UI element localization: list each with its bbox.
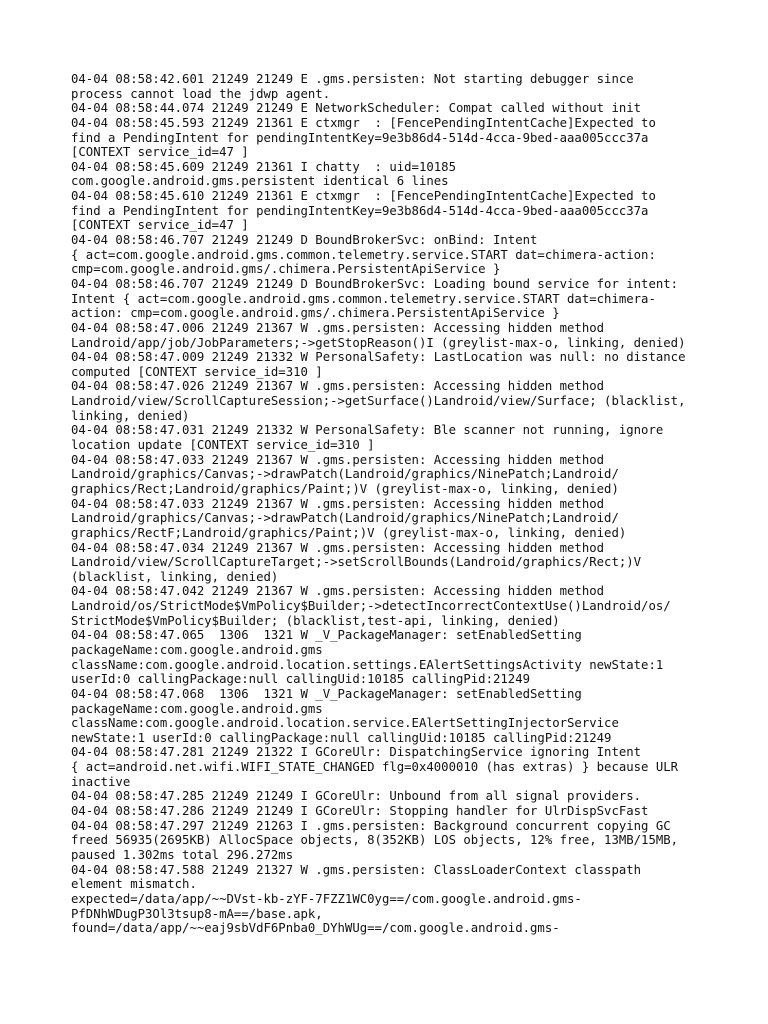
- log-line: Landroid/os/StrictMode$VmPolicy$Builder;->detectIncorrectContextUse()Landroid/os/: [71, 599, 671, 614]
- log-line: 04-04 08:58:47.034 21249 21367 W .gms.persisten: Accessing hidden method: [71, 540, 605, 555]
- log-line: className:com.google.android.location.settings.EAlertSettingsActivity newState:1: [71, 657, 664, 672]
- log-line: className:com.google.android.location.service.EAlertSettingInjectorService: [71, 716, 619, 731]
- log-line: 04-04 08:58:47.297 21249 21263 I .gms.persisten: Background concurrent copying GC: [71, 818, 671, 833]
- log-line: { act=android.net.wifi.WIFI_STATE_CHANGED flg=0x4000010 (has extras) } because ULR: [71, 760, 679, 775]
- log-line: Landroid/graphics/Canvas;->drawPatch(Landroid/graphics/NinePatch;Landroid/: [71, 511, 619, 526]
- log-line: graphics/RectF;Landroid/graphics/Paint;)V (greylist-max-o, linking, denied): [71, 525, 627, 540]
- log-line: 04-04 08:58:46.707 21249 21249 D BoundBrokerSvc: onBind: Intent: [71, 233, 538, 248]
- log-line: packageName:com.google.android.gms: [71, 701, 323, 716]
- log-line: 04-04 08:58:47.006 21249 21367 W .gms.persisten: Accessing hidden method: [71, 320, 605, 335]
- log-line: 04-04 08:58:47.285 21249 21249 I GCoreUlr: Unbound from all signal providers.: [71, 789, 642, 804]
- log-line: 04-04 08:58:45.593 21249 21361 E ctxmgr : [FencePendingIntentCache]Expected to: [71, 115, 656, 130]
- log-line: Intent { act=com.google.android.gms.common.telemetry.service.START dat=chimera-: [71, 291, 656, 306]
- log-line: 04-04 08:58:47.042 21249 21367 W .gms.persisten: Accessing hidden method: [71, 584, 605, 599]
- log-line: 04-04 08:58:47.281 21249 21322 I GCoreUlr: DispatchingService ignoring Intent: [71, 745, 642, 760]
- log-line: element mismatch.: [71, 877, 197, 892]
- log-line: computed [CONTEXT service_id=310 ]: [71, 364, 323, 379]
- log-line: 04-04 08:58:47.033 21249 21367 W .gms.persisten: Accessing hidden method: [71, 496, 605, 511]
- log-line: paused 1.302ms total 296.272ms: [71, 847, 294, 862]
- log-text: [71, 72, 711, 936]
- log-line: com.google.android.gms.persistent identical 6 lines: [71, 174, 449, 189]
- log-line: Landroid/view/ScrollCaptureTarget;->setScrollBounds(Landroid/graphics/Rect;)V: [71, 555, 642, 570]
- log-line: Landroid/view/ScrollCaptureSession;->getSurface()Landroid/view/Surface; (blacklist,: [71, 394, 686, 409]
- log-line: Landroid/graphics/Canvas;->drawPatch(Landroid/graphics/NinePatch;Landroid/: [71, 467, 619, 482]
- log-line: newState:1 userId:0 callingPackage:null callingUid:10185 callingPid:21249: [71, 730, 612, 745]
- log-line: userId:0 callingPackage:null callingUid:10185 callingPid:21249: [71, 672, 531, 687]
- log-line: find a PendingIntent for pendingIntentKey=9e3b86d4-514d-4cca-9bed-aaa005ccc37a: [71, 203, 649, 218]
- log-line: process cannot load the jdwp agent.: [71, 86, 331, 101]
- log-line: 04-04 08:58:47.286 21249 21249 I GCoreUlr: Stopping handler for UlrDispSvcFast: [71, 804, 649, 819]
- log-line: location update [CONTEXT service_id=310 ]: [71, 438, 375, 453]
- log-line: 04-04 08:58:44.074 21249 21249 E NetworkScheduler: Compat called without init: [71, 101, 642, 116]
- log-line: 04-04 08:58:47.033 21249 21367 W .gms.persisten: Accessing hidden method: [71, 452, 605, 467]
- log-line: found=/data/app/~~eaj9sbVdF6Pnba0_DYhWUg==/com.google.android.gms-: [71, 921, 560, 936]
- log-line: action: cmp=com.google.android.gms/.chimera.PersistentApiService }: [71, 306, 560, 321]
- log-line: PfDNhWDugP3Ol3tsup8-mA==/base.apk,: [71, 906, 323, 921]
- log-line: { act=com.google.android.gms.common.telemetry.service.START dat=chimera-action:: [71, 247, 656, 262]
- log-line: 04-04 08:58:47.068 1306 1321 W _V_PackageManager: setEnabledSetting: [71, 686, 582, 701]
- log-line: 04-04 08:58:45.610 21249 21361 E ctxmgr : [FencePendingIntentCache]Expected to: [71, 189, 656, 204]
- log-line: cmp=com.google.android.gms/.chimera.PersistentApiService }: [71, 262, 501, 277]
- log-line: [CONTEXT service_id=47 ]: [71, 218, 249, 233]
- log-line: 04-04 08:58:42.601 21249 21249 E .gms.persisten: Not starting debugger since: [71, 72, 634, 86]
- log-line: inactive: [71, 774, 131, 789]
- log-line: 04-04 08:58:47.031 21249 21332 W PersonalSafety: Ble scanner not running, ignore: [71, 423, 664, 438]
- log-line: 04-04 08:58:47.009 21249 21332 W PersonalSafety: LastLocation was null: no distance: [71, 350, 686, 365]
- log-line: 04-04 08:58:46.707 21249 21249 D BoundBrokerSvc: Loading bound service for intent:: [71, 276, 679, 291]
- log-line: graphics/Rect;Landroid/graphics/Paint;)V (greylist-max-o, linking, denied): [71, 481, 619, 496]
- log-line: [CONTEXT service_id=47 ]: [71, 145, 249, 160]
- log-line: linking, denied): [71, 408, 190, 423]
- log-line: Landroid/app/job/JobParameters;->getStopReason()I (greylist-max-o, linking, denied): [71, 335, 686, 350]
- log-line: StrictMode$VmPolicy$Builder; (blacklist,test-api, linking, denied): [71, 613, 560, 628]
- log-line: 04-04 08:58:47.065 1306 1321 W _V_PackageManager: setEnabledSetting: [71, 628, 582, 643]
- log-line: 04-04 08:58:47.026 21249 21367 W .gms.persisten: Accessing hidden method: [71, 379, 605, 394]
- log-line: 04-04 08:58:47.588 21249 21327 W .gms.persisten: ClassLoaderContext classpath: [71, 862, 642, 877]
- log-line: (blacklist, linking, denied): [71, 569, 279, 584]
- log-line: packageName:com.google.android.gms: [71, 642, 323, 657]
- log-line: freed 56935(2695KB) AllocSpace objects, 8(352KB) LOS objects, 12% free, 13MB/15MB,: [71, 833, 679, 848]
- log-line: 04-04 08:58:45.609 21249 21361 I chatty : uid=10185: [71, 159, 456, 174]
- log-line: find a PendingIntent for pendingIntentKey=9e3b86d4-514d-4cca-9bed-aaa005ccc37a: [71, 130, 649, 145]
- log-line: expected=/data/app/~~DVst-kb-zYF-7FZZ1WC0yg==/com.google.android.gms-: [71, 891, 582, 906]
